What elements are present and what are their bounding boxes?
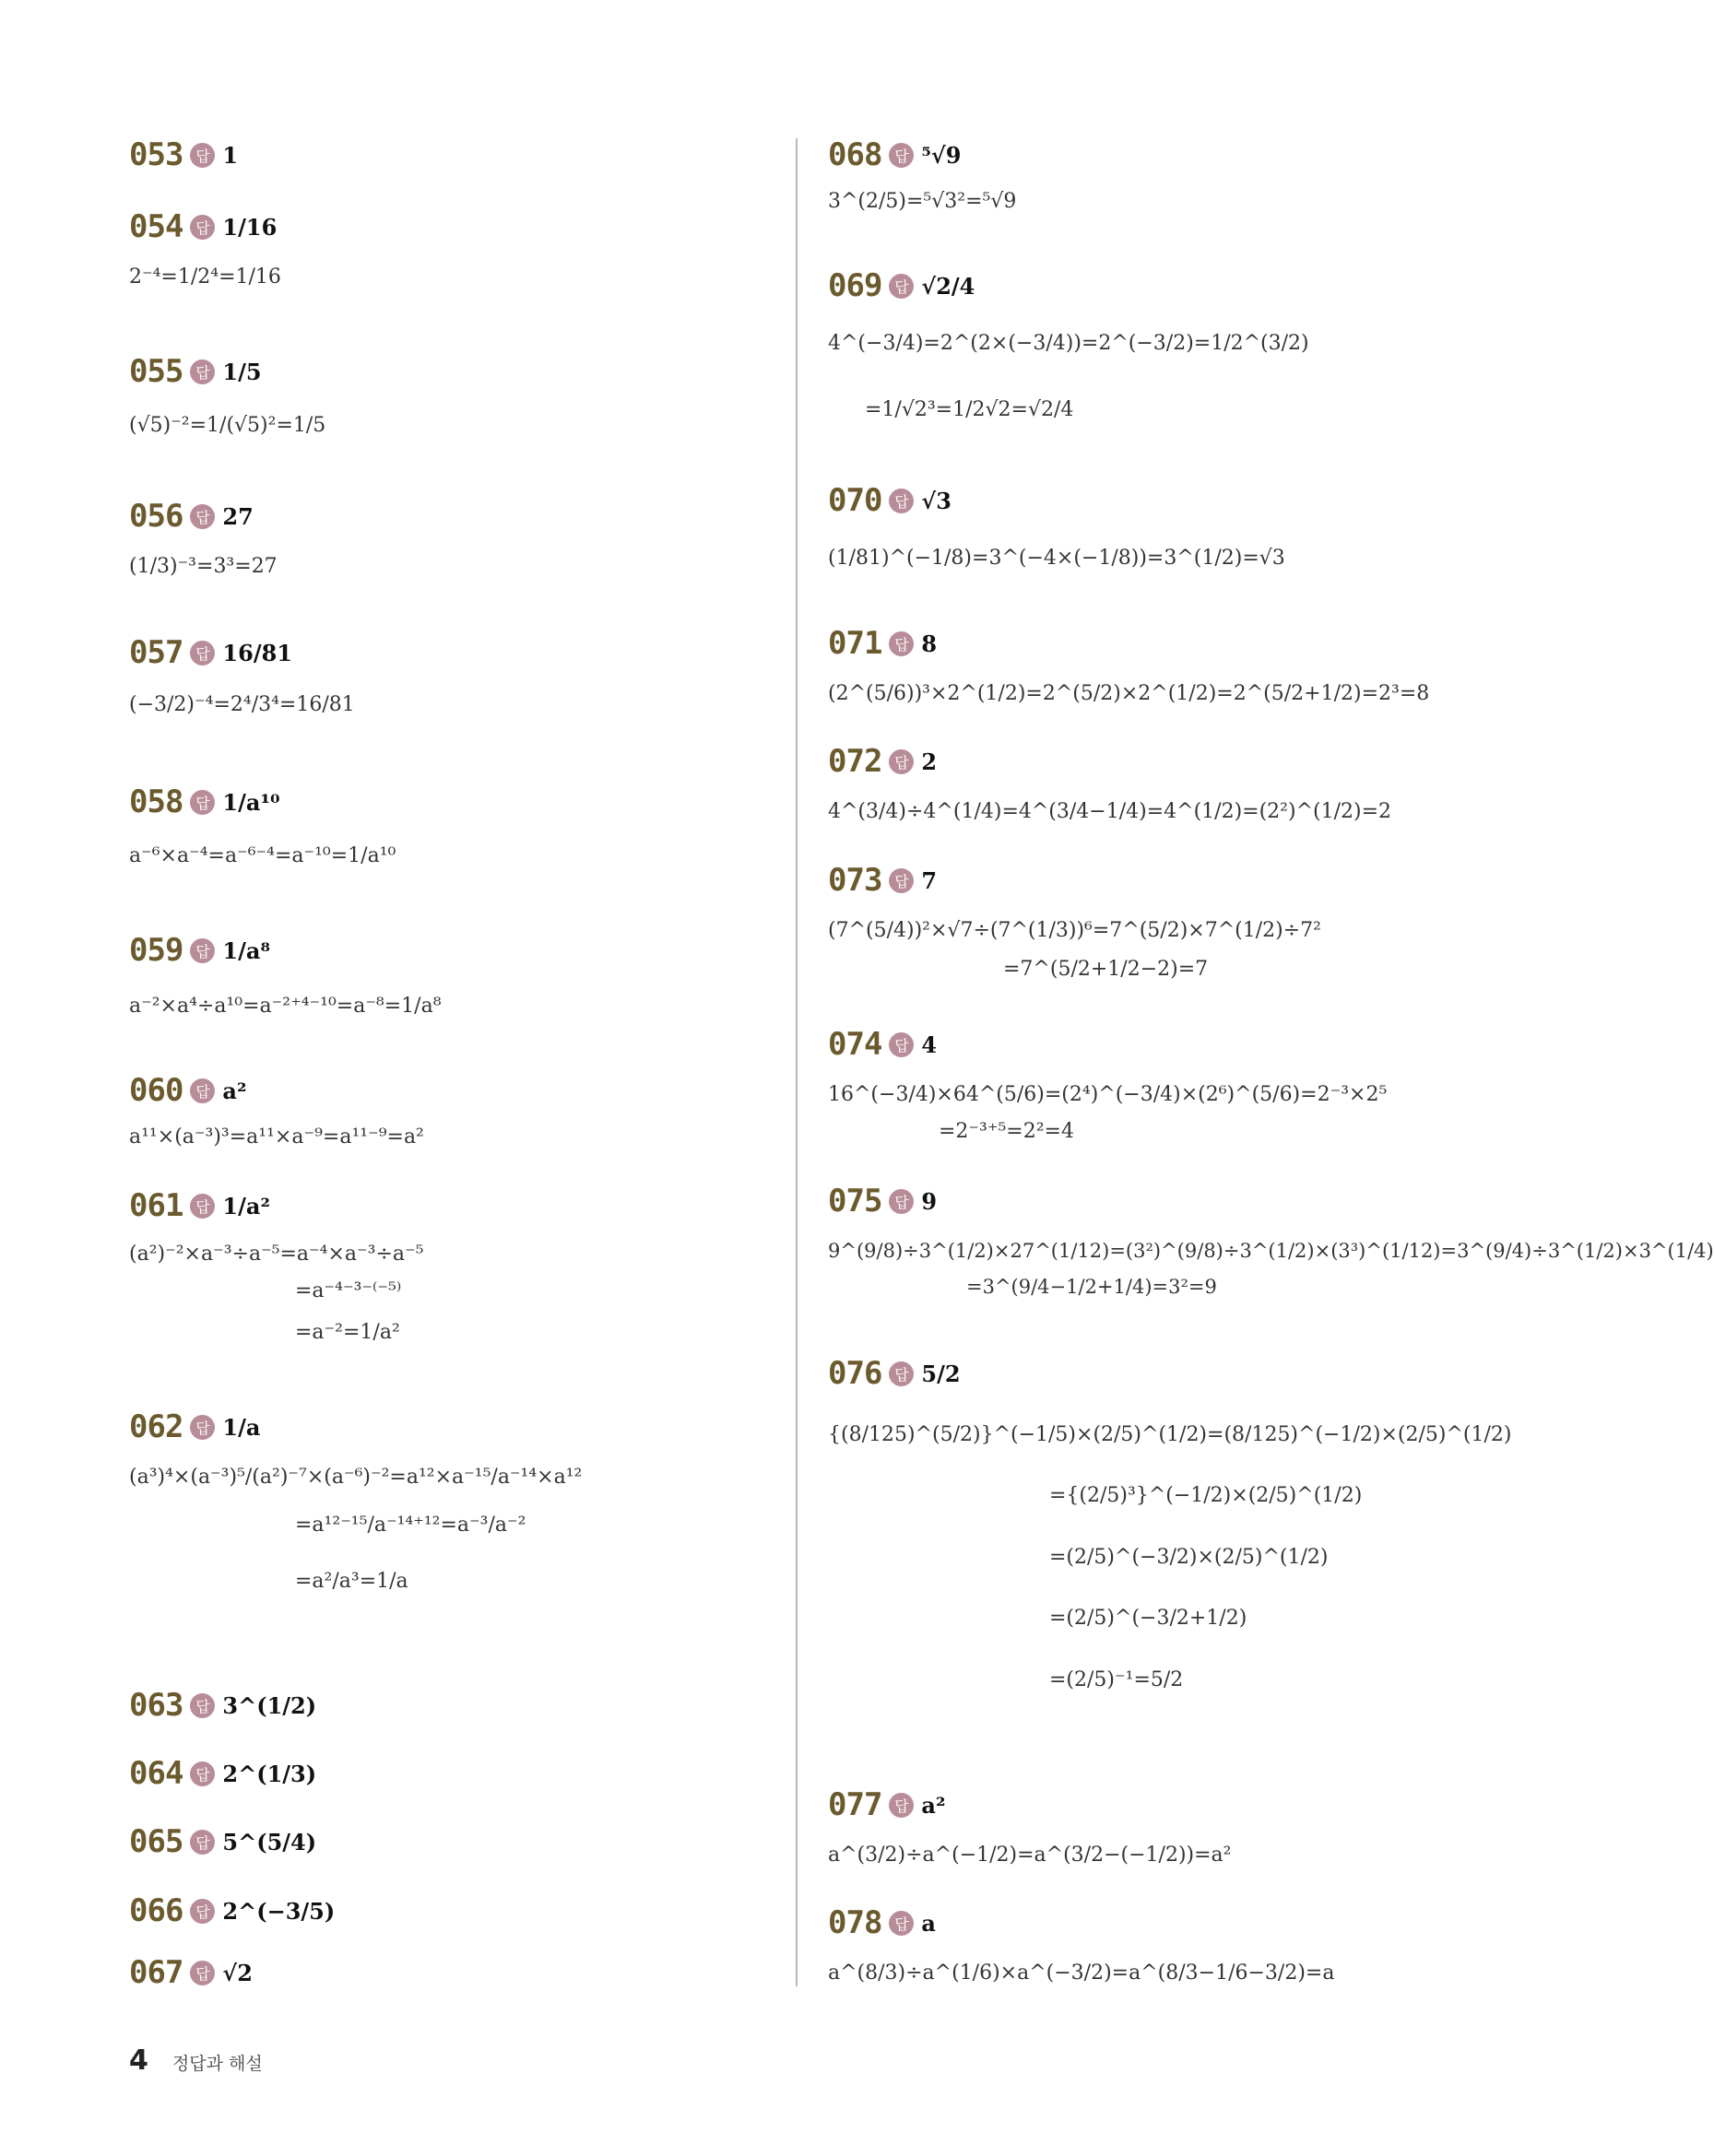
problem-061 (129, 1180, 423, 1345)
answer-badge-icon: 답 (889, 868, 914, 893)
problem-066 (129, 1885, 335, 1937)
answer: 3^(1/2) (222, 1691, 317, 1719)
answer: a² (222, 1077, 247, 1104)
problem-070 (828, 475, 1285, 571)
solution-line: 4^(3/4)÷4^(1/4)=4^(3/4−1/4)=4^(1/2)=(2²)^(1/2)=2 (828, 800, 1392, 823)
answer-badge-icon: 답 (190, 1693, 215, 1718)
problem-060 (129, 1065, 424, 1149)
problem-number: 059 (129, 932, 183, 969)
problem-number: 066 (129, 1892, 183, 1929)
solution-line: a¹¹×(a⁻³)³=a¹¹×a⁻⁹=a¹¹⁻⁹=a² (129, 1125, 424, 1149)
solution-line: =a⁻²=1/a² (295, 1320, 400, 1344)
problem-number: 073 (828, 862, 882, 899)
problem-number: 061 (129, 1187, 183, 1224)
problem-number: 064 (129, 1755, 183, 1792)
answer: 1/5 (222, 358, 262, 385)
solution-line: 4^(−3/4)=2^(2×(−3/4))=2^(−3/2)=1/2^(3/2) (828, 332, 1309, 355)
solution-line: (−3/2)⁻⁴=2⁴/3⁴=16/81 (129, 693, 355, 716)
answer: 9 (921, 1187, 938, 1215)
answer: 1/a² (222, 1192, 270, 1219)
problem-number: 078 (828, 1904, 882, 1941)
problem-058 (129, 776, 396, 868)
answer: √2/4 (921, 272, 975, 300)
solution-line: a^(3/2)÷a^(−1/2)=a^(3/2−(−1/2))=a² (828, 1844, 1232, 1867)
problem-number: 069 (828, 267, 882, 304)
problem-number: 074 (828, 1026, 882, 1063)
problem-076 (828, 1348, 1511, 1692)
solution-line: =7^(5/2+1/2−2)=7 (1003, 958, 1209, 982)
problem-number: 065 (129, 1823, 183, 1860)
solution-line: 2⁻⁴=1/2⁴=1/16 (129, 265, 281, 289)
answer-badge-icon: 답 (889, 1361, 914, 1386)
problem-054 (129, 201, 281, 289)
answer-badge-icon: 답 (190, 1961, 215, 1985)
answer: √3 (921, 487, 952, 514)
problem-number: 060 (129, 1072, 183, 1109)
problem-number: 062 (129, 1408, 183, 1445)
problem-number: 077 (828, 1786, 882, 1823)
solution-line: (1/3)⁻³=3³=27 (129, 555, 278, 578)
answer: 5^(5/4) (222, 1828, 317, 1856)
answer: 5/2 (921, 1360, 961, 1387)
problem-053 (129, 129, 238, 181)
problem-074 (828, 1019, 1387, 1145)
answer: 7 (921, 866, 938, 894)
problem-number: 055 (129, 353, 183, 390)
answer-badge-icon: 답 (190, 1415, 215, 1440)
answer: 1/16 (222, 213, 278, 241)
problem-073 (828, 854, 1321, 983)
answer-badge-icon: 답 (889, 1032, 914, 1057)
problem-059 (129, 925, 442, 1019)
problem-068 (828, 129, 1016, 214)
answer-badge-icon: 답 (190, 938, 215, 963)
answer: 8 (921, 630, 938, 657)
problem-number: 076 (828, 1355, 882, 1392)
answer-badge-icon: 답 (889, 749, 914, 774)
answer-badge-icon: 답 (190, 1761, 215, 1786)
answer-badge-icon: 답 (190, 143, 215, 168)
solution-line: 16^(−3/4)×64^(5/6)=(2⁴)^(−3/4)×(2⁶)^(5/6)=2⁻³×2⁵ (828, 1083, 1388, 1106)
answer-badge-icon: 답 (889, 1911, 914, 1936)
problem-078 (828, 1897, 1334, 1985)
answer-badge-icon: 답 (889, 1793, 914, 1818)
footer-title: 정답과 해설 (171, 2054, 263, 2074)
problem-number: 058 (129, 783, 183, 820)
problem-number: 070 (828, 482, 882, 519)
answer-badge-icon: 답 (190, 504, 215, 529)
solution-line: (a²)⁻²×a⁻³÷a⁻⁵=a⁻⁴×a⁻³÷a⁻⁵ (129, 1243, 424, 1266)
solution-line: ={(2/5)³}^(−1/2)×(2/5)^(1/2) (1049, 1484, 1363, 1508)
solution-line: a⁻⁶×a⁻⁴=a⁻⁶⁻⁴=a⁻¹⁰=1/a¹⁰ (129, 844, 396, 867)
problem-055 (129, 346, 325, 438)
problem-072 (828, 736, 1391, 824)
problem-number: 067 (129, 1954, 183, 1991)
answer: 1/a (222, 1413, 261, 1441)
problem-number: 071 (828, 625, 882, 662)
answer-badge-icon: 답 (190, 1194, 215, 1219)
problem-063 (129, 1679, 316, 1731)
answer: 27 (222, 502, 254, 530)
answer: 2^(−3/5) (222, 1897, 336, 1925)
solution-line: (7^(5/4))²×√7÷(7^(1/3))⁶=7^(5/2)×7^(1/2)÷7² (828, 919, 1321, 942)
problem-062 (129, 1401, 582, 1594)
solution-line: (2^(5/6))³×2^(1/2)=2^(5/2)×2^(1/2)=2^(5/2+1/2)=2³=8 (828, 682, 1430, 705)
answer: 2 (921, 748, 938, 775)
answer-badge-icon: 답 (190, 1899, 215, 1924)
problem-056 (129, 490, 278, 579)
solution-line: a^(8/3)÷a^(1/6)×a^(−3/2)=a^(8/3−1/6−3/2)=a (828, 1962, 1335, 1985)
answer-badge-icon: 답 (190, 1830, 215, 1855)
answer: 4 (921, 1031, 938, 1058)
problem-065 (129, 1816, 316, 1867)
solution-line: =(2/5)^(−3/2+1/2) (1049, 1607, 1247, 1631)
solution-line: =a¹²⁻¹⁵/a⁻¹⁴⁺¹²=a⁻³/a⁻² (295, 1514, 526, 1537)
problem-064 (129, 1748, 316, 1799)
solution-line: =a²/a³=1/a (295, 1569, 408, 1593)
solution-line: (a³)⁴×(a⁻³)⁵/(a²)⁻⁷×(a⁻⁶)⁻²=a¹²×a⁻¹⁵/a⁻¹⁴×a¹² (129, 1466, 583, 1489)
solution-line: =1/√2³=1/2√2=√2/4 (865, 398, 1074, 422)
answer: 1/a⁸ (222, 937, 270, 964)
solution-line: =(2/5)^(−3/2)×(2/5)^(1/2) (1049, 1545, 1329, 1569)
answer-badge-icon: 답 (889, 489, 914, 513)
answer-badge-icon: 답 (190, 215, 215, 240)
problem-number: 057 (129, 634, 183, 671)
solution-line: =2⁻³⁺⁵=2²=4 (939, 1120, 1074, 1144)
problem-069 (828, 260, 1309, 423)
problem-number: 056 (129, 498, 183, 535)
problem-number: 053 (129, 136, 183, 173)
solution-line: =3^(9/4−1/2+1/4)=3²=9 (966, 1276, 1217, 1299)
problem-057 (129, 627, 355, 717)
problem-075 (828, 1175, 1714, 1299)
answer: 2^(1/3) (222, 1760, 317, 1787)
page-number: 4 (129, 2044, 148, 2077)
answer: 16/81 (222, 639, 292, 666)
answer-badge-icon: 답 (190, 641, 215, 666)
answer: 1 (222, 141, 239, 169)
page-footer (129, 2044, 263, 2077)
answer-badge-icon: 답 (889, 274, 914, 299)
problem-067 (129, 1947, 253, 1998)
solution-line: (√5)⁻²=1/(√5)²=1/5 (129, 414, 326, 437)
solution-line: 3^(2/5)=⁵√3²=⁵√9 (828, 190, 1017, 213)
problem-077 (828, 1779, 1231, 1867)
problem-number: 075 (828, 1183, 882, 1219)
answer: ⁵√9 (921, 141, 962, 169)
column-divider (796, 138, 798, 1986)
answer-badge-icon: 답 (190, 359, 215, 384)
solution-line: {(8/125)^(5/2)}^(−1/5)×(2/5)^(1/2)=(8/125)^(−1/2)×(2/5)^(1/2) (828, 1423, 1512, 1446)
answer: √2 (222, 1959, 253, 1986)
answer-badge-icon: 답 (190, 1078, 215, 1103)
problem-number: 063 (129, 1687, 183, 1724)
answer-badge-icon: 답 (190, 790, 215, 815)
solution-line: =(2/5)⁻¹=5/2 (1049, 1667, 1184, 1691)
problem-071 (828, 618, 1429, 706)
answer-badge-icon: 답 (889, 143, 914, 168)
problem-number: 072 (828, 743, 882, 780)
solution-line: (1/81)^(−1/8)=3^(−4×(−1/8))=3^(1/2)=√3 (828, 547, 1285, 570)
solution-line: a⁻²×a⁴÷a¹⁰=a⁻²⁺⁴⁻¹⁰=a⁻⁸=1/a⁸ (129, 995, 442, 1018)
solution-line: 9^(9/8)÷3^(1/2)×27^(1/12)=(3²)^(9/8)÷3^(1/2)×(3³)^(1/12)=3^(9/4)÷3^(1/2)×3^(1/4) (828, 1240, 1714, 1262)
answer-badge-icon: 답 (889, 631, 914, 656)
problem-number: 054 (129, 208, 183, 245)
problem-number: 068 (828, 136, 882, 173)
answer: 1/a¹⁰ (222, 788, 280, 816)
solution-line: =a⁻⁴⁻³⁻⁽⁻⁵⁾ (295, 1279, 402, 1303)
answer: a² (921, 1791, 946, 1819)
answer-badge-icon: 답 (889, 1189, 914, 1214)
answer: a (921, 1909, 936, 1937)
